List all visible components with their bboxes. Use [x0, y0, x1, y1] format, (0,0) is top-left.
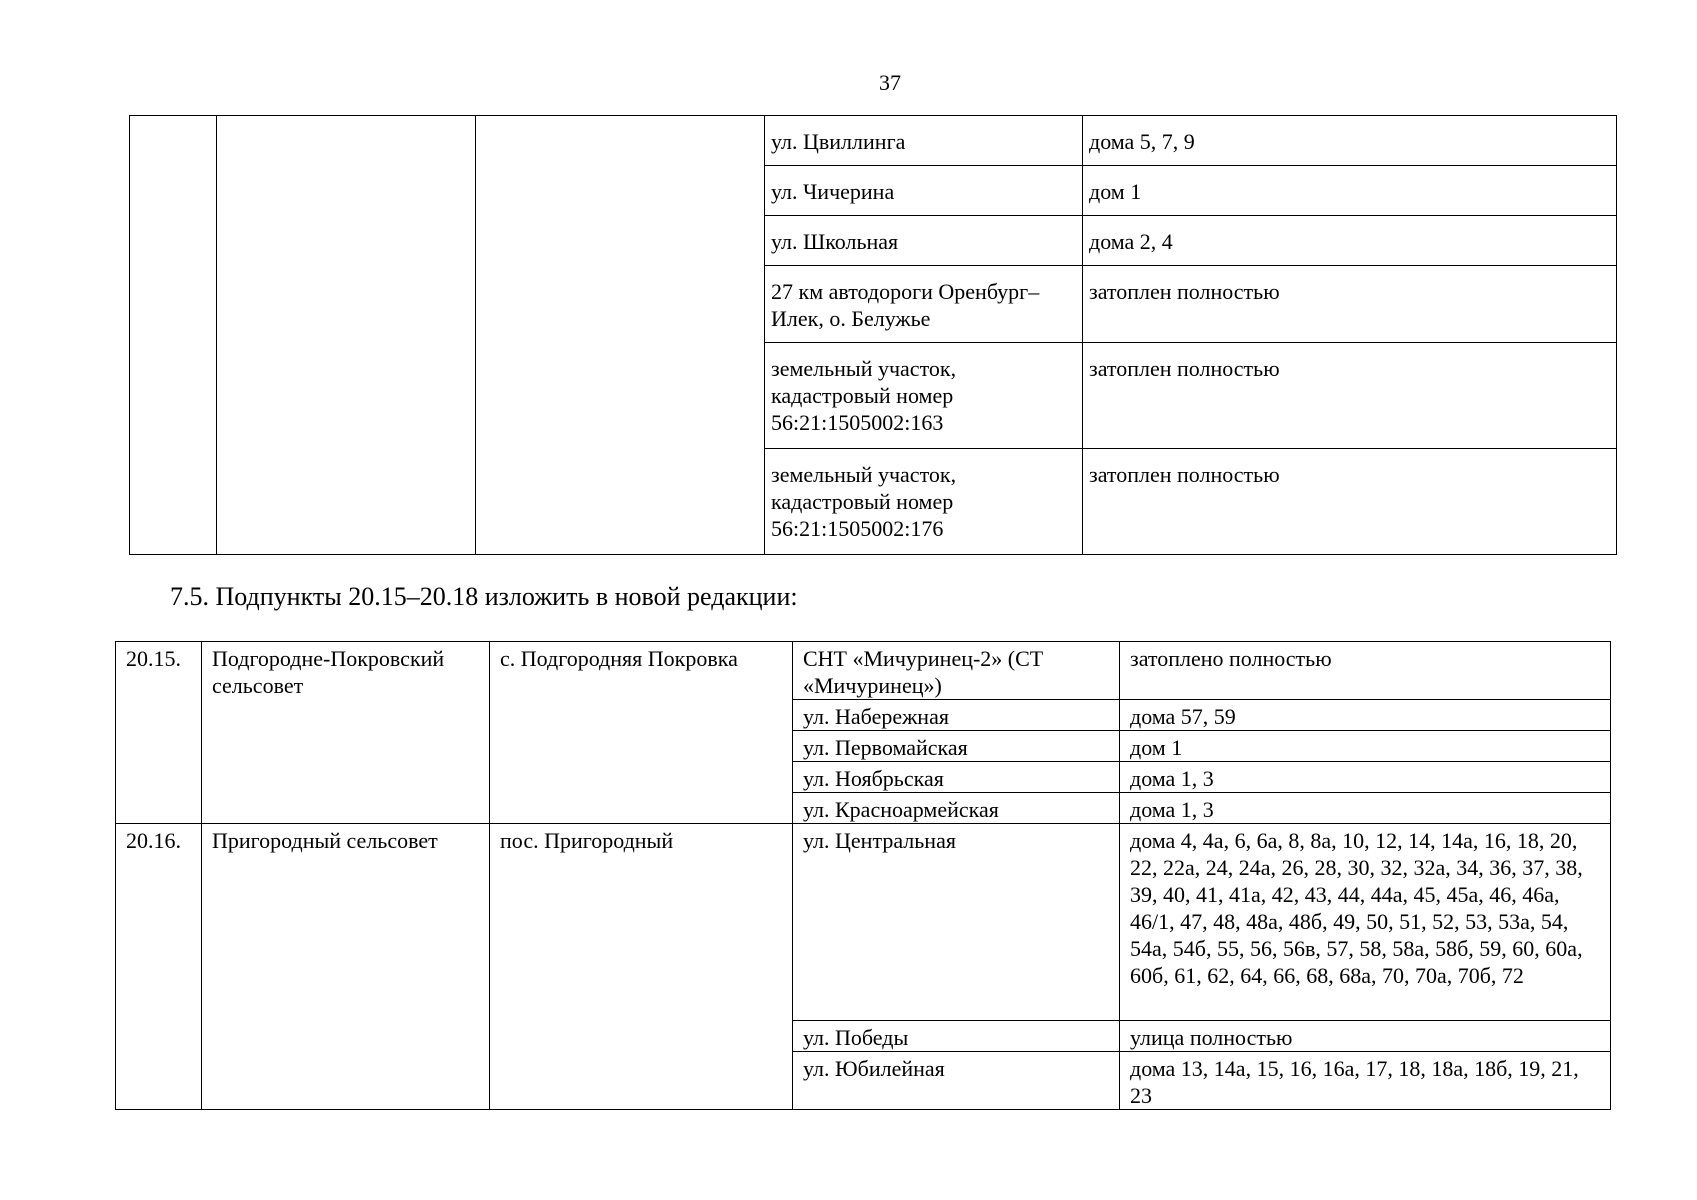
table-row — [130, 116, 1617, 166]
houses-cell: дома 2, 4 — [1083, 216, 1617, 266]
street-cell: СНТ «Мичуринец-2» (СТ «Мичуринец») — [793, 642, 1120, 700]
houses-cell: дом 1 — [1120, 731, 1611, 762]
item-number: 20.15. — [116, 642, 202, 824]
houses-cell: затоплено полностью — [1120, 642, 1611, 700]
empty-number-cell — [130, 116, 217, 555]
street-cell: ул. Ноябрьская — [793, 762, 1120, 793]
council-name: Пригородный сельсовет — [202, 824, 490, 1110]
table-row — [116, 642, 1611, 700]
street-cell: ул. Центральная — [793, 824, 1120, 1021]
settlement-name: с. Подгородняя Покровка — [490, 642, 793, 824]
continued-flood-table — [129, 115, 1617, 555]
street-cell: 27 км автодороги Оренбург–Илек, о. Белужье — [765, 266, 1083, 343]
settlement-name: пос. Пригородный — [490, 824, 793, 1110]
street-cell: ул. Школьная — [765, 216, 1083, 266]
flood-zone-table — [115, 641, 1611, 1110]
street-cell: ул. Первомайская — [793, 731, 1120, 762]
houses-cell: дома 1, 3 — [1120, 762, 1611, 793]
houses-cell: дома 57, 59 — [1120, 700, 1611, 731]
street-cell: ул. Юбилейная — [793, 1052, 1120, 1110]
item-number: 20.16. — [116, 824, 202, 1110]
amendment-paragraph: 7.5. Подпункты 20.15–20.18 изложить в новой редакции: — [170, 582, 798, 611]
page-number: 37 — [879, 70, 901, 95]
street-cell: земельный участок, кадастровый номер 56:21:1505002:163 — [765, 343, 1083, 449]
empty-council-cell — [217, 116, 476, 555]
council-name: Подгородне-Покровский сельсовет — [202, 642, 490, 824]
table-row — [116, 824, 1611, 1021]
houses-cell: дом 1 — [1083, 166, 1617, 216]
houses-cell: затоплен полностью — [1083, 266, 1617, 343]
houses-cell: дома 13, 14а, 15, 16, 16а, 17, 18, 18а, 18б, 19, 21, 23 — [1120, 1052, 1611, 1110]
houses-cell: улица полностью — [1120, 1021, 1611, 1052]
houses-cell: дома 4, 4а, 6, 6а, 8, 8а, 10, 12, 14, 14а, 16, 18, 20, 22, 22а, 24, 24а, 26, 28, 30, 32, 32а, 34, 36, 37, 38, 39, 40, 41, 41а, 42, 43, 44, 44а, 45, 45а, 46, 46а, 46/1, 47, 48, 48а, 48б, 49, 50, 51, 52, 53, 53а, 54, 54а, 54б, 55, 56, 56в, 57, 58, 58а, 58б, 59, 60, 60а, 60б, 61, 62, 64, 66, 68, 68а, 70, 70а, 70б, 72 — [1120, 824, 1611, 1021]
street-cell: земельный участок, кадастровый номер 56:21:1505002:176 — [765, 449, 1083, 555]
street-cell: ул. Набережная — [793, 700, 1120, 731]
empty-settlement-cell — [476, 116, 765, 555]
houses-cell: дома 1, 3 — [1120, 793, 1611, 824]
houses-cell: затоплен полностью — [1083, 449, 1617, 555]
street-cell: ул. Красноармейская — [793, 793, 1120, 824]
houses-cell: дома 5, 7, 9 — [1083, 116, 1617, 166]
street-cell: ул. Цвиллинга — [765, 116, 1083, 166]
houses-cell: затоплен полностью — [1083, 343, 1617, 449]
street-cell: ул. Победы — [793, 1021, 1120, 1052]
street-cell: ул. Чичерина — [765, 166, 1083, 216]
